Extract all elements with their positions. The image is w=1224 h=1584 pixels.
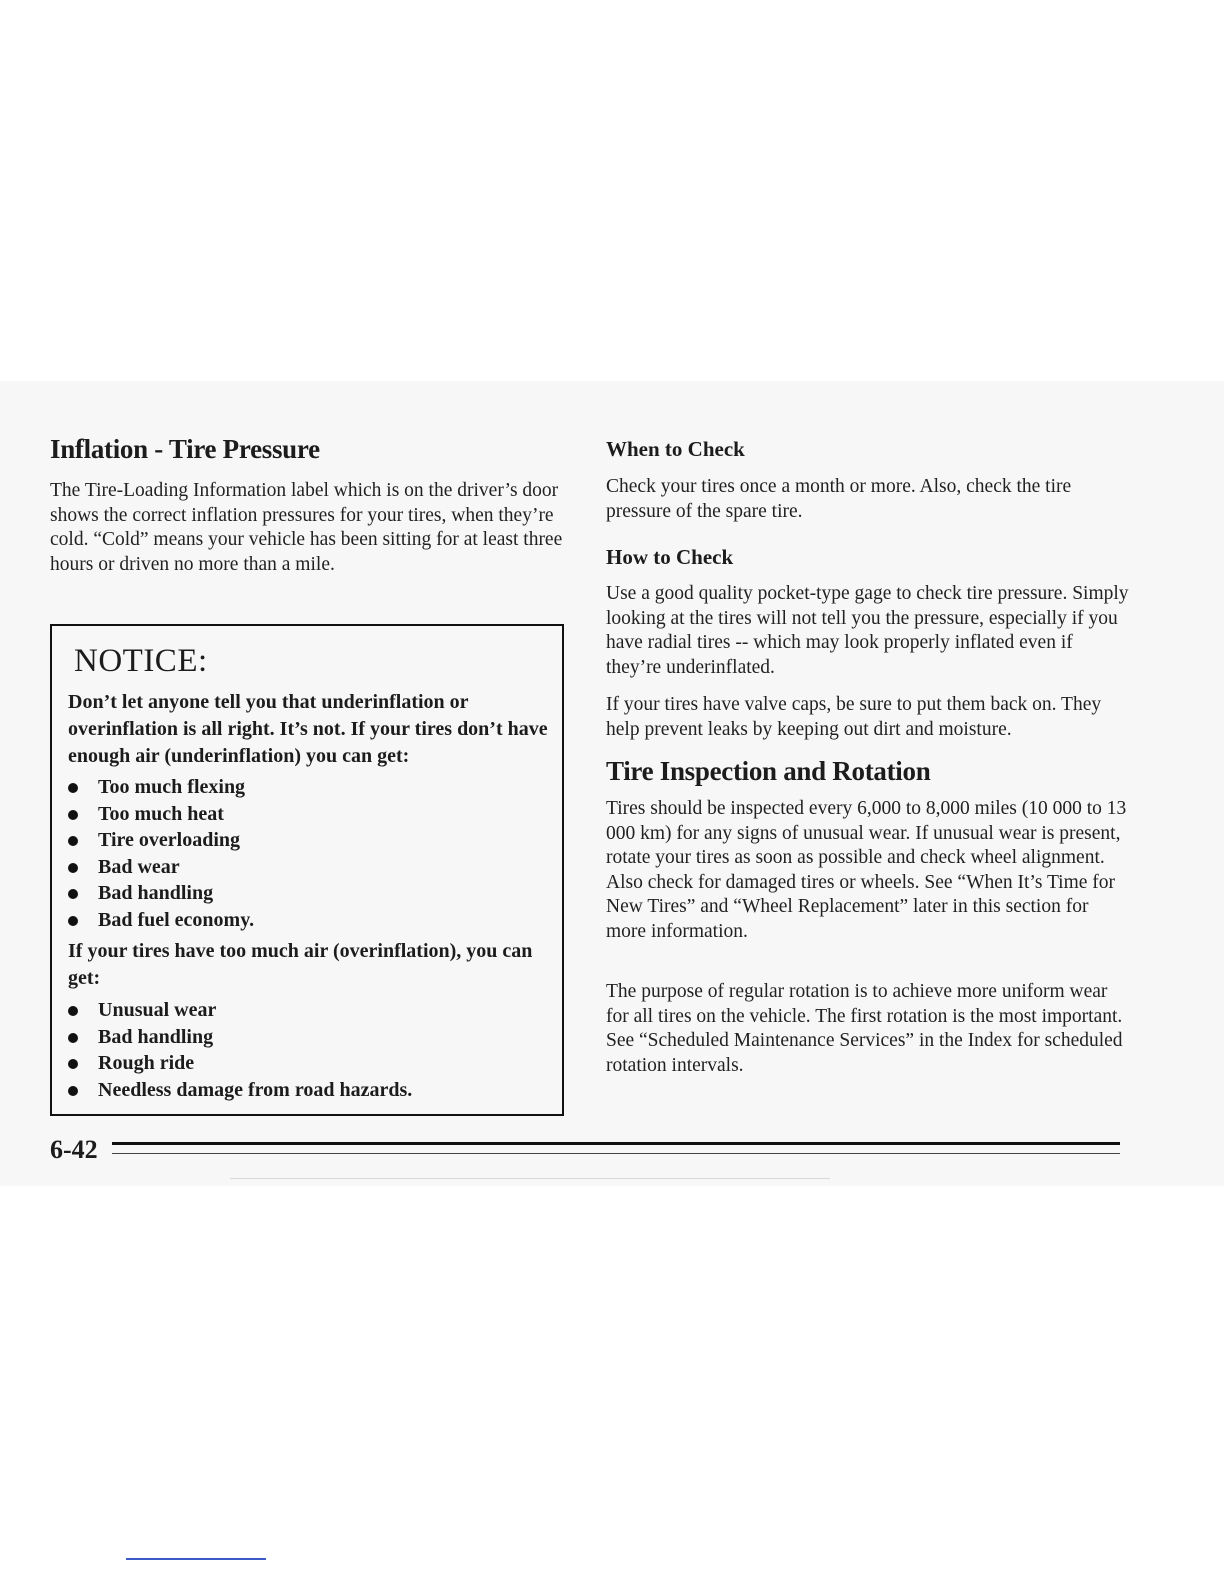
list-item: Tire overloading bbox=[68, 827, 548, 854]
rotation-purpose-paragraph: The purpose of regular rotation is to achieve more uniform wear for all tires on the vehicle. The first rotation is the most important. See “Scheduled Maintenance Services” in the Index for scheduled rotation intervals. bbox=[606, 981, 1123, 1076]
bullet-icon bbox=[68, 863, 78, 873]
footer-rule-thin bbox=[112, 1153, 1120, 1154]
footer-rule bbox=[112, 1142, 1120, 1145]
valve-caps-paragraph: If your tires have valve caps, be sure to put them back on. They help prevent leaks by keeping out dirt and moisture. bbox=[606, 694, 1102, 740]
list-item: Rough ride bbox=[68, 1050, 548, 1077]
list-item: Unusual wear bbox=[68, 997, 548, 1024]
notice-underinflation-paragraph: Don’t let anyone tell you that underinflation or overinflation is all right. It’s not. If your tires don’t have enough air (underinflation) you can get: bbox=[68, 691, 548, 767]
bullet-icon bbox=[68, 783, 78, 793]
bottom-mark-line bbox=[126, 1558, 266, 1560]
list-item: Too much flexing bbox=[68, 774, 548, 801]
how-to-check-paragraph: Use a good quality pocket-type gage to check tire pressure. Simply looking at the tires will not tell you the pressure, especially if you have radial tires -- which may look properly inflated even if they’re underinflated. bbox=[606, 583, 1129, 678]
list-item: Bad handling bbox=[68, 880, 548, 907]
notice-overinflation-paragraph: If your tires have too much air (overinflation), you can get: bbox=[68, 940, 533, 989]
inspection-paragraph: Tires should be inspected every 6,000 to 8,000 miles (10 000 to 13 000 km) for any signs of unusual wear. If unusual wear is present, rotate your tires as soon as possible and check wheel alignment. Also check for damaged tires or wheels. See “When It’s Time for New Tires” and “Wheel Replacement” later in this section for more information. bbox=[606, 798, 1127, 942]
list-item: Bad fuel economy. bbox=[68, 907, 548, 934]
notice-title: NOTICE: bbox=[74, 643, 208, 679]
bullet-icon bbox=[68, 836, 78, 846]
inflation-intro-paragraph: The Tire-Loading Information label which is on the driver’s door shows the correct inflation pressures for your tires, when they’re cold. “Cold” means your vehicle has been sitting for at least three hours or driven no more than a mile. bbox=[50, 480, 563, 575]
how-to-check-heading: How to Check bbox=[606, 545, 734, 569]
when-to-check-paragraph: Check your tires once a month or more. Also, check the tire pressure of the spare tire. bbox=[606, 476, 1072, 522]
bullet-icon bbox=[68, 889, 78, 899]
when-to-check-heading: When to Check bbox=[606, 437, 745, 461]
page-number: 6-42 bbox=[50, 1135, 98, 1164]
inflation-section-title: Inflation - Tire Pressure bbox=[50, 434, 320, 464]
notice-box bbox=[50, 624, 564, 1116]
bullet-icon bbox=[68, 916, 78, 926]
scan-artifact-line bbox=[230, 1178, 830, 1179]
tire-inspection-rotation-title: Tire Inspection and Rotation bbox=[606, 756, 931, 786]
list-item: Needless damage from road hazards. bbox=[68, 1077, 548, 1104]
list-item: Bad wear bbox=[68, 854, 548, 881]
list-item: Too much heat bbox=[68, 801, 548, 828]
bullet-icon bbox=[68, 1006, 78, 1016]
bullet-icon bbox=[68, 1086, 78, 1096]
overinflation-effects-list bbox=[68, 997, 548, 1103]
list-item: Bad handling bbox=[68, 1024, 548, 1051]
bullet-icon bbox=[68, 1033, 78, 1043]
bullet-icon bbox=[68, 1059, 78, 1069]
bullet-icon bbox=[68, 810, 78, 820]
underinflation-effects-list bbox=[68, 774, 548, 933]
